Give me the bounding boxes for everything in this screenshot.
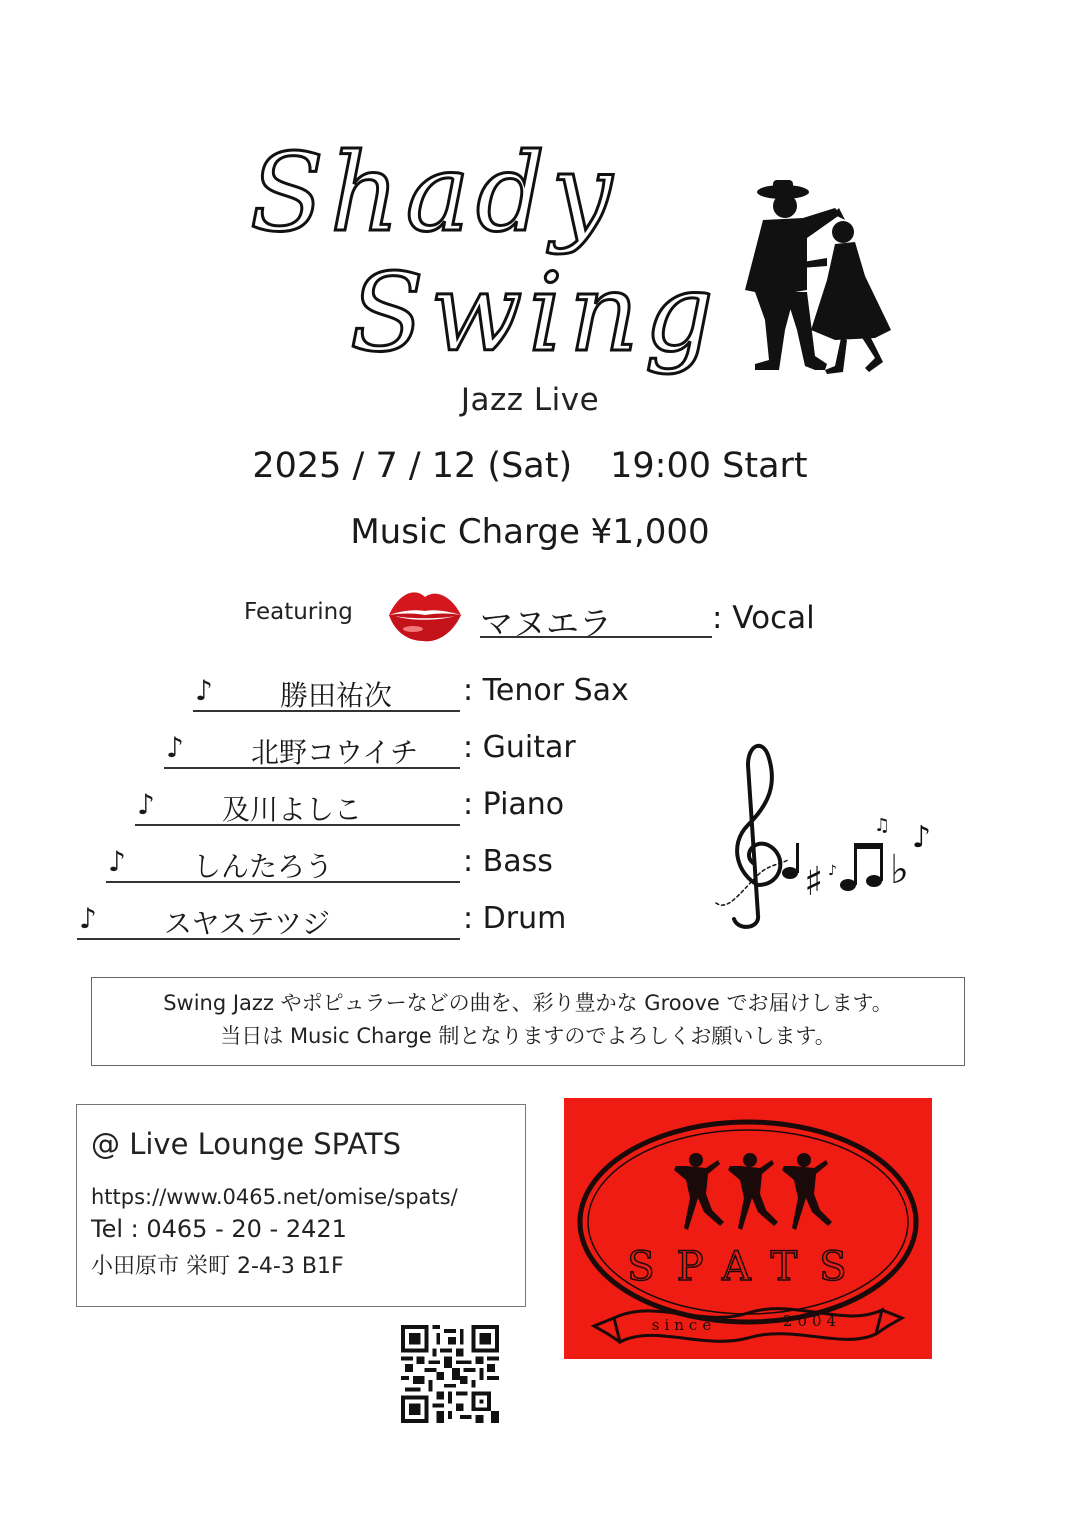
svg-text:♯: ♯	[804, 859, 824, 905]
member-name: 北野コウイチ	[251, 736, 419, 769]
svg-text:♪: ♪	[912, 820, 932, 855]
info-box	[91, 977, 965, 1066]
member-row	[135, 786, 460, 826]
member-row	[77, 900, 460, 940]
music-note-icon: ♪	[195, 674, 213, 707]
featuring-label: Featuring	[244, 599, 353, 625]
info-line-1: Swing Jazz やポピュラーなどの曲を、彩り豊かな Groove でお届けします。	[163, 991, 893, 1015]
music-note-icon: ♪	[79, 902, 97, 935]
music-note-icon: ♪	[137, 788, 155, 821]
logo-ribbon-right: 2004	[782, 1312, 842, 1330]
logo-text: SPATS	[627, 1244, 869, 1290]
member-row	[193, 672, 460, 712]
spats-logo	[564, 1098, 932, 1359]
music-note-icon: ♪	[166, 731, 184, 764]
dancing-couple-icon	[715, 180, 905, 375]
venue-address: 小田原市 栄町 2-4-3 B1F	[91, 1254, 344, 1279]
svg-text:♫: ♫	[874, 815, 891, 836]
event-subtitle: Jazz Live	[460, 382, 600, 418]
vocalist-name: マヌエラ	[480, 598, 712, 638]
music-note-icon: ♪	[108, 845, 126, 878]
info-line-2: 当日は Music Charge 制となりますのでよろしくお願いします。	[220, 1024, 836, 1048]
svg-text:♭: ♭	[890, 847, 909, 893]
lips-icon	[385, 585, 463, 643]
member-row	[106, 843, 460, 883]
member-name: しんたろう	[193, 850, 334, 883]
venue-url[interactable]: https://www.0465.net/omise/spats/	[91, 1185, 458, 1209]
event-date: 2025 / 7 / 12 (Sat)	[252, 446, 573, 486]
venue-title: @ Live Lounge SPATS	[91, 1127, 402, 1161]
vocalist-role: : Vocal	[712, 600, 815, 636]
member-role: : Guitar	[463, 730, 576, 765]
title-line-1: Shady	[250, 131, 619, 256]
member-role: : Piano	[463, 787, 565, 822]
member-name: 及川よしこ	[222, 793, 363, 826]
event-date-time	[0, 446, 1060, 486]
venue-box	[76, 1104, 526, 1307]
member-name: 勝田祐次	[280, 679, 393, 712]
qr-code-icon[interactable]	[400, 1325, 500, 1423]
svg-text:♪: ♪	[828, 863, 837, 879]
venue-phone: Tel : 0465 - 20 - 2421	[91, 1215, 347, 1243]
member-role: : Tenor Sax	[463, 673, 629, 708]
member-role: : Drum	[463, 901, 567, 936]
event-time: 19:00 Start	[610, 446, 808, 486]
member-name: スヤステツジ	[164, 907, 331, 940]
logo-ribbon-left: since	[651, 1316, 717, 1334]
music-charge: Music Charge ¥1,000	[350, 512, 710, 552]
treble-clef-music-notes-icon	[698, 735, 943, 935]
member-role: : Bass	[463, 844, 553, 879]
title-line-2: Swing	[350, 251, 720, 376]
member-row	[164, 729, 460, 769]
event-title	[240, 130, 720, 380]
